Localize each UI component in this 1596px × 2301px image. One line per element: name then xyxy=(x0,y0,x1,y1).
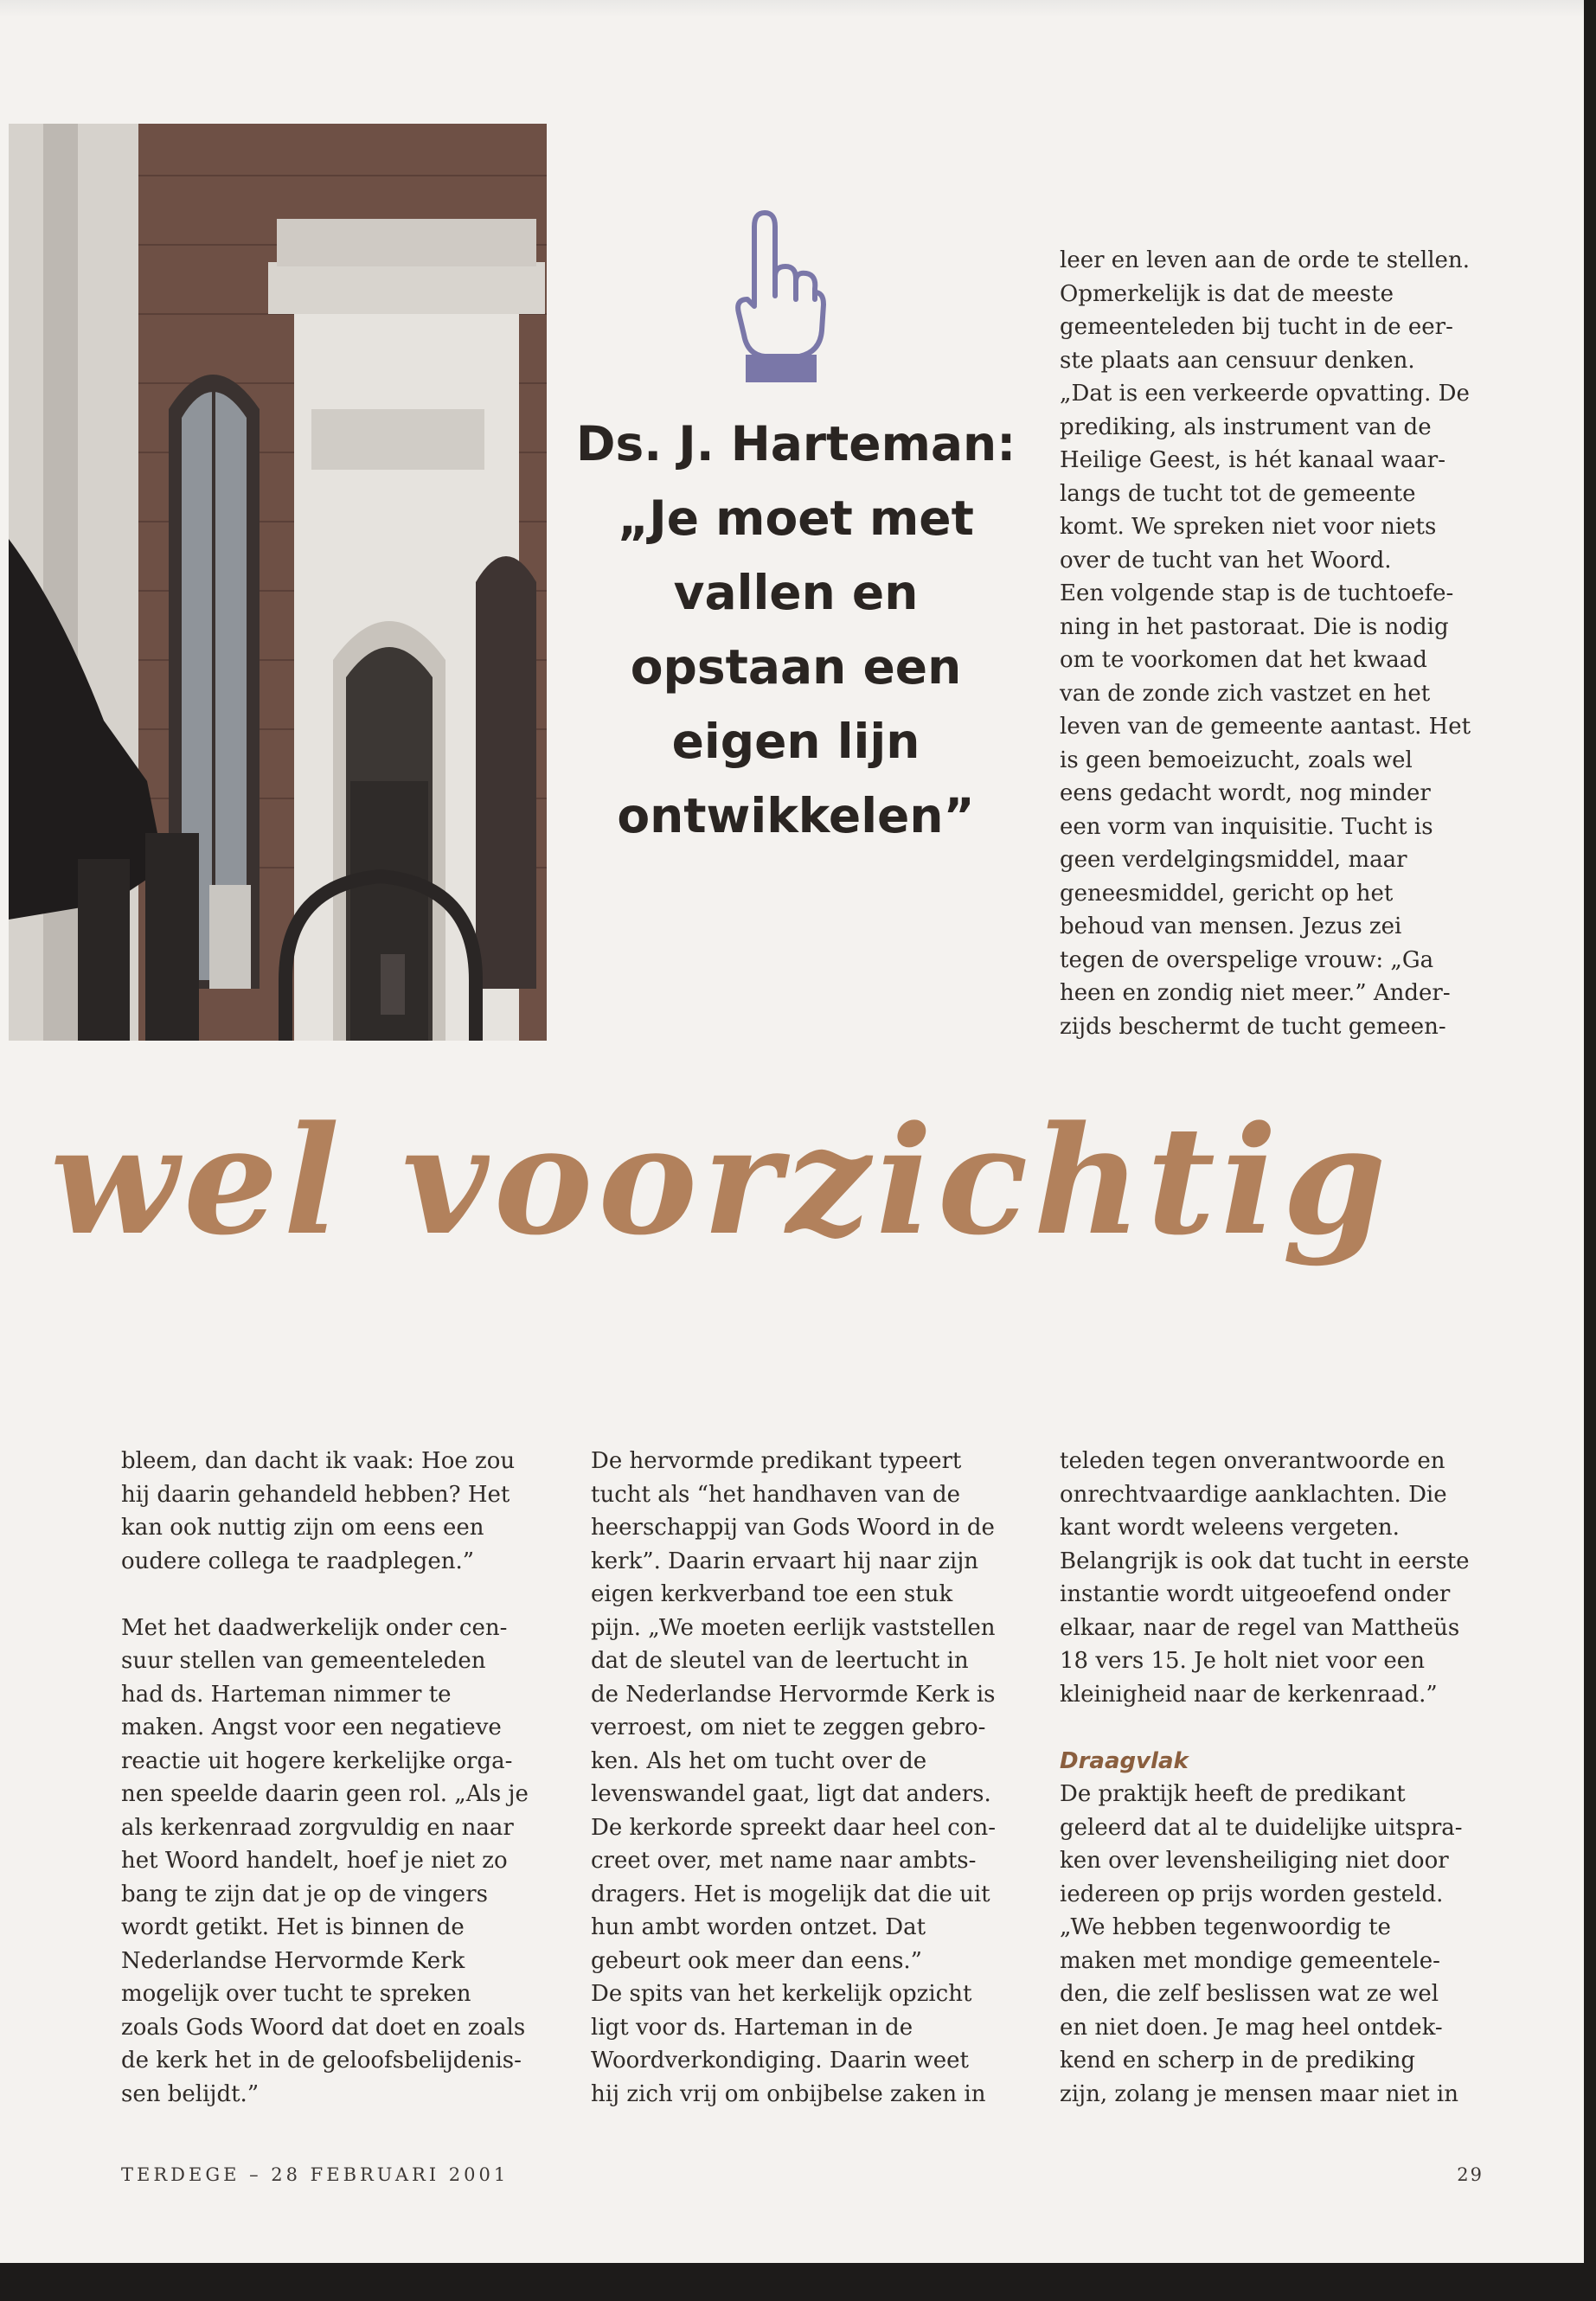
text-line: geleerd dat al te duidelijke uitspra- xyxy=(1060,1814,1463,1841)
text-line: mogelijk over tucht te spreken xyxy=(121,1981,471,2007)
text-line: eens gedacht wordt, nog minder xyxy=(1060,780,1431,806)
text-line: geen verdelgingsmiddel, maar xyxy=(1060,847,1407,873)
headline-line: eigen lijn xyxy=(671,714,920,769)
paragraph-gap xyxy=(1060,1711,1492,1745)
text-line: van de zonde zich vastzet en het xyxy=(1060,680,1431,707)
article-title: wel voorzichtig xyxy=(50,1093,1392,1268)
text-line: ligt voor ds. Harteman in de xyxy=(591,2014,913,2041)
text-line: creet over, met name naar ambts- xyxy=(591,1848,977,1874)
text-line: kend en scherp in de prediking xyxy=(1060,2048,1416,2073)
text-line: ken. Als het om tucht over de xyxy=(591,1747,927,1774)
text-line: De hervormde predikant typeert xyxy=(591,1448,962,1474)
church-entrance-photo xyxy=(9,124,547,1041)
text-line: is geen bemoeizucht, zoals wel xyxy=(1060,747,1413,773)
text-line: Belangrijk is ook dat tucht in eerste xyxy=(1060,1548,1470,1574)
footer-publication: TERDEGE – 28 FEBRUARI 2001 xyxy=(121,2164,510,2185)
text-line: prediking, als instrument van de xyxy=(1060,413,1432,440)
text-line: en niet doen. Je mag heel ontdek- xyxy=(1060,2014,1443,2041)
paragraph-gap xyxy=(121,1578,536,1612)
text-line: Een volgende stap is de tuchtoefe- xyxy=(1060,580,1454,606)
subheading: Draagvlak xyxy=(1060,1747,1189,1774)
text-line: Met het daadwerkelijk onder cen- xyxy=(121,1614,508,1641)
text-line: hun ambt worden ontzet. Dat xyxy=(591,1914,926,1940)
text-line: teleden tegen onverantwoorde en xyxy=(1060,1448,1445,1474)
text-line: leer en leven aan de orde te stellen. xyxy=(1060,247,1470,273)
text-line: geneesmiddel, gericht op het xyxy=(1060,880,1394,907)
headline-line: opstaan een xyxy=(630,639,962,695)
text-line: De kerkorde spreekt daar heel con- xyxy=(591,1814,997,1841)
text-line: nen speelde daarin geen rol. „Als je xyxy=(121,1781,529,1807)
pointing-hand-icon xyxy=(730,209,827,387)
text-line: had ds. Harteman nimmer te xyxy=(121,1681,452,1708)
headline-quote xyxy=(571,407,1021,853)
text-column-top xyxy=(1060,244,1492,1043)
text-line: reactie uit hogere kerkelijke orga- xyxy=(121,1747,513,1774)
text-line: iedereen op prijs worden gesteld. xyxy=(1060,1881,1444,1907)
text-line: De praktijk heeft de predikant xyxy=(1060,1781,1406,1807)
text-line: kant wordt weleens vergeten. xyxy=(1060,1515,1400,1541)
text-line: onrechtvaardige aanklachten. Die xyxy=(1060,1481,1447,1508)
text-line: 18 vers 15. Je holt niet voor een xyxy=(1060,1648,1425,1674)
text-line: Opmerkelijk is dat de meeste xyxy=(1060,280,1394,307)
text-column-3 xyxy=(1060,1445,1492,2111)
text-line: ste plaats aan censuur denken. xyxy=(1060,347,1415,374)
text-line: hij daarin gehandeld hebben? Het xyxy=(121,1481,510,1508)
text-line: heen en zondig niet meer.” Ander- xyxy=(1060,980,1451,1006)
text-line: den, die zelf beslissen wat ze wel xyxy=(1060,1981,1439,2007)
text-line: over de tucht van het Woord. xyxy=(1060,547,1392,574)
text-line: levenswandel gaat, ligt dat anders. xyxy=(591,1781,991,1807)
text-line: ning in het pastoraat. Die is nodig xyxy=(1060,613,1449,640)
text-line: oudere collega te raadplegen.” xyxy=(121,1548,475,1574)
text-column-1 xyxy=(121,1445,536,2111)
text-line: ken over levensheiliging niet door xyxy=(1060,1848,1449,1874)
text-line: kan ook nuttig zijn om eens een xyxy=(121,1515,484,1541)
text-line: een vorm van inquisitie. Tucht is xyxy=(1060,813,1433,840)
text-line: het Woord handelt, hoef je niet zo xyxy=(121,1848,508,1874)
text-line: bang te zijn dat je op de vingers xyxy=(121,1881,488,1907)
page-number: 29 xyxy=(1457,2164,1484,2185)
headline-line: „Je moet met xyxy=(618,490,974,546)
headline-line: Ds. J. Harteman: xyxy=(575,416,1016,471)
scan-edge-right xyxy=(1584,0,1596,2301)
text-line: behoud van mensen. Jezus zei xyxy=(1060,913,1402,939)
text-line: komt. We spreken niet voor niets xyxy=(1060,514,1437,540)
text-line: zoals Gods Woord dat doet en zoals xyxy=(121,2014,526,2041)
text-line: maken met mondige gemeentele- xyxy=(1060,1947,1440,1974)
text-line: kleinigheid naar de kerkenraad.” xyxy=(1060,1681,1438,1708)
text-line: zijn, zolang je mensen maar niet in xyxy=(1060,2080,1458,2107)
text-line: als kerkenraad zorgvuldig en naar xyxy=(121,1814,514,1841)
text-column-2 xyxy=(591,1445,1015,2111)
page-top-edge xyxy=(0,0,1596,17)
headline-line: vallen en xyxy=(673,565,919,620)
text-line: sen belijdt.” xyxy=(121,2080,260,2107)
text-line: heerschappij van Gods Woord in de xyxy=(591,1515,995,1541)
text-line: hij zich vrij om onbijbelse zaken in xyxy=(591,2080,986,2107)
text-line: De spits van het kerkelijk opzicht xyxy=(591,1981,972,2007)
scan-edge-bottom xyxy=(0,2263,1596,2301)
text-line: Heilige Geest, is hét kanaal waar- xyxy=(1060,447,1445,473)
text-line: kerk”. Daarin ervaart hij naar zijn xyxy=(591,1548,979,1574)
text-line: langs de tucht tot de gemeente xyxy=(1060,480,1416,507)
text-line: Woordverkondiging. Daarin weet xyxy=(591,2048,969,2073)
text-line: wordt getikt. Het is binnen de xyxy=(121,1914,465,1940)
text-line: de Nederlandse Hervormde Kerk is xyxy=(591,1681,996,1708)
text-line: eigen kerkverband toe een stuk xyxy=(591,1581,953,1607)
text-line: maken. Angst voor een negatieve xyxy=(121,1715,502,1740)
text-line: elkaar, naar de regel van Mattheüs xyxy=(1060,1614,1460,1641)
text-line: leven van de gemeente aantast. Het xyxy=(1060,714,1471,740)
text-line: „Dat is een verkeerde opvatting. De xyxy=(1060,381,1470,407)
text-line: om te voorkomen dat het kwaad xyxy=(1060,647,1427,673)
text-line: instantie wordt uitgeoefend onder xyxy=(1060,1581,1451,1607)
text-line: tegen de overspelige vrouw: „Ga xyxy=(1060,946,1434,973)
text-line: zijds beschermt de tucht gemeen- xyxy=(1060,1013,1446,1040)
text-line: dat de sleutel van de leertucht in xyxy=(591,1648,969,1674)
text-line: gemeenteleden bij tucht in de eer- xyxy=(1060,314,1453,340)
text-line: de kerk het in de geloofsbelijdenis- xyxy=(121,2048,522,2073)
text-line: tucht als “het handhaven van de xyxy=(591,1481,960,1508)
text-line: dragers. Het is mogelijk dat die uit xyxy=(591,1881,990,1907)
headline-line: ontwikkelen” xyxy=(617,788,975,843)
text-line: pijn. „We moeten eerlijk vaststellen xyxy=(591,1614,996,1641)
text-line: verroest, om niet te zeggen gebro- xyxy=(591,1715,986,1740)
text-line: bleem, dan dacht ik vaak: Hoe zou xyxy=(121,1448,516,1474)
text-line: „We hebben tegenwoordig te xyxy=(1060,1914,1391,1940)
text-line: suur stellen van gemeenteleden xyxy=(121,1648,486,1674)
text-line: Nederlandse Hervormde Kerk xyxy=(121,1947,465,1974)
text-line: gebeurt ook meer dan eens.” xyxy=(591,1947,922,1974)
